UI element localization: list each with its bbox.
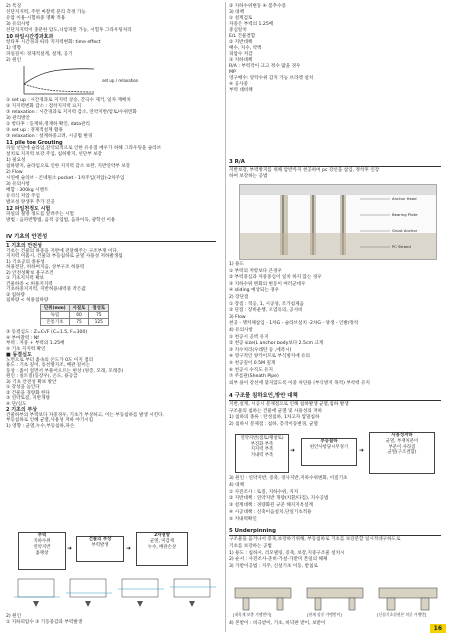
text-line: 3) 원인 : 연약지반, 증축, 경사지반,지하수위변화, 이질기초	[229, 476, 348, 481]
text-line: ③ 지하수위 변화의 변동이 여러군데우	[229, 281, 306, 287]
text-line: 1) 필요성	[6, 158, 26, 163]
text-line: ③ relaxation : 시간경과로 지지력 감소, 연약지반/암토/수위면화	[6, 110, 137, 115]
text-line: ① 부력의 저항보다 큰경우	[229, 268, 282, 274]
text-line: ② 지지력변화 감소 : 점착지지력 요지	[6, 104, 82, 109]
text-line: 2) 원인	[6, 614, 22, 619]
table-header: 점성토	[89, 305, 109, 312]
text-line: 허용전단, 허하여지음, 상부구조 허용력	[6, 265, 85, 270]
text-line: ③ 연약토질, 지반개량	[6, 396, 51, 401]
column-divider	[225, 2, 226, 632]
text-line: 하여 보강하는 공법	[229, 174, 268, 179]
text-line: 부등침하로 인해 균열,사용성 저하 야기시킴	[6, 418, 94, 423]
text-line: ⑤ 지내력확인	[229, 516, 257, 522]
text-line: 유석식 저압 주입	[6, 194, 40, 199]
section-rule	[6, 241, 216, 242]
text-line: 11 pile toe Grouting	[6, 140, 63, 146]
text-line: 침하량 < 허용침하량	[6, 298, 49, 303]
text-line: 배합 : 300kg 시멘트	[6, 188, 49, 193]
text-line: 2) 순서 : 사전조사-준비-가설-가받미 본일의 해체	[229, 557, 328, 563]
flow-box-cause: 부력 지하수위 연약지반 흙팽창	[18, 532, 66, 570]
text-line: 설치로 지지력 보강 주입, 침하방지, 선단부 보강	[6, 152, 102, 157]
flow-box-effect: 건물의 부상 부력발생	[76, 536, 124, 562]
buoyancy-figures	[14, 573, 218, 611]
text-line: ③ relaxation : 설계하중고려, 시공법 변경	[6, 134, 93, 139]
graph-label: set up / relaxation	[102, 78, 139, 83]
table-cell: 125	[89, 319, 109, 326]
underpinning-figures	[231, 584, 443, 612]
flow-box-cause: 연약지반(점토/팽창토) 부진화 부족 지지력 부족 지내력 부족	[235, 434, 289, 473]
text-line: ④ 시공대책 : 신축이음설치,단일기초적용	[229, 510, 312, 515]
text-line: 1) 영향 : 균열,누수,부등침하,파손	[6, 423, 75, 429]
text-line: ② 지반대책	[229, 40, 253, 45]
text-line: 파일의 철방 정도를 알려주는 시험	[6, 212, 74, 217]
text-line: 3) 대책	[229, 10, 245, 15]
text-line: 1) 영향	[6, 46, 22, 51]
text-line: 2 기초의 부상	[6, 407, 38, 413]
text-line: 2) 안전성확보 용구조건	[6, 270, 54, 276]
text-line: ① 사전조사 : 토질, 지하수위, 지지	[229, 489, 299, 495]
text-line: ② 건물을 경량화 한다	[6, 390, 51, 396]
text-line: ② 부력중심과 자중중심이 일치 하지 않는 경우	[229, 275, 322, 281]
text-line: 노면으로 부터 흙속의 온도가 0도 이지 점의	[6, 357, 94, 363]
section-rule	[229, 400, 441, 401]
text-line: ② 지반대책 : 연약지반 개량(치환/다짐), 지수공법	[229, 496, 329, 502]
figure-label: PC Strand	[392, 244, 411, 249]
text-line: ① set up : 시간경과로 지지력 상승, 간극수 제거, 일자 재배치	[6, 98, 131, 103]
text-line: ④ sliding 예상되는 경우	[229, 288, 280, 294]
text-line: 파일길이: 경제적설계, 설계, 공기	[6, 52, 73, 57]
table-cell: 60	[69, 312, 89, 319]
text-line: 지반,설계, 시공시 문제점으로 인해 침하발생 균열,침하 발생	[229, 402, 349, 407]
text-line: 1) 침하의 종류 : 탄성침하, 1차고자 압밀침하	[229, 415, 320, 421]
text-line: ③ 지수처리(우레탄 등 ,에폭시)	[229, 347, 292, 353]
text-line: 방법 : 음파반향법, 음적 공업법, 음파이득, 광학선 이용	[6, 218, 116, 223]
arrow-icon: ➜	[290, 447, 296, 454]
text-line: 부력 : 자중 + 부력의 1.25배	[6, 341, 65, 346]
text-line: 선단지지력이 충분한 암도,니암파만 가능, 시험후 그라우팅처리	[6, 28, 132, 33]
arrow-icon: ➜	[359, 447, 365, 454]
text-line: 동상 : 흙이 얼면서 부풀어오르는 현상 (빙층, 모래, 모래층)	[6, 368, 124, 374]
table-cell: 온통기초	[41, 319, 70, 326]
text-line: ④ 부마찰력 : Nf	[6, 335, 39, 341]
table-header: 사질토	[69, 305, 89, 312]
text-line: 선단지지력, 주면 마찰력 분리 측정 가능	[6, 10, 86, 15]
text-line: 피압수 저감	[229, 52, 253, 57]
last-line: 4) 본받이 : 비극받이, 기초, 바닥판 받이, 보받이	[229, 621, 326, 626]
text-line: 발포성 양생후 추가 진공	[6, 200, 55, 205]
section-rule	[229, 166, 441, 167]
flow-box-result: 2차영향 균열, 미감재 누수, 배관손상	[136, 532, 188, 566]
text-line: ⑤ 기초 지지력 확인	[6, 346, 46, 352]
text-line: 3) 유의사항	[6, 22, 30, 27]
text-line: E/L 건물결합	[229, 34, 256, 39]
table-cell: 독립	[41, 312, 70, 319]
text-line: 3) 기초 안전성 확보 방안	[6, 379, 57, 385]
text-line: ③ 지하대책	[229, 58, 253, 63]
text-line: 3) 가받이공법 : 지주, 신설기초 이동, 받침로	[229, 564, 318, 570]
text-line: 10 파일시간경과효과	[6, 34, 54, 40]
section-4-title: IV 기초의 안전성	[6, 234, 48, 240]
text-line: ■ 동결심도	[6, 352, 32, 358]
section-rule	[229, 535, 441, 536]
text-line: R/A : 부력작이 크고 정수 많을 경우	[229, 64, 301, 69]
text-line: ⑦ 주름관(Sheath Pipe)	[229, 374, 279, 380]
text-line: 3) 유의사항	[6, 182, 30, 187]
underpinning-title: 5 Underpinning	[229, 528, 276, 534]
text-line: 영구배수: 앙탁수위 감지 가능 브라켓 설치	[229, 76, 314, 81]
text-line: ④ 영구적인 양카이므로 부식방지에 유의	[229, 354, 310, 360]
text-line: 기초하중지지력, 지반허용내력중 작은값	[6, 287, 86, 292]
text-line: 파일 선단에 슬라임,잔석퇴적으로 인한 유유점 예우가 하해 그라우팅을 슬라브	[6, 146, 162, 151]
text-line: 2) 침하시 문제점 : 침하, 층격이동변경, 균열	[229, 421, 318, 427]
figure-caption: [내목재 보충 가맹받이]	[233, 612, 272, 617]
text-line: ① 강성을 높인다	[6, 385, 40, 390]
table-header: 단위(mm)	[41, 305, 70, 312]
text-line: 침하방지, 슬라임으로 인한 지지력 감소 보완, 지반연약부 보강	[6, 164, 131, 169]
text-line: 건물하부의 부력보다 자중경우, 기초가 부상하고, 이는 부등침하를 발생 시킨다.	[6, 412, 165, 418]
rock-anchor-figure	[239, 184, 437, 260]
text-line: ④ 단/심도	[6, 401, 27, 407]
text-line: 유압 이용-시험하중 명확 적용	[6, 16, 66, 21]
text-line: ③ 동결심도 : Z=C√F (C=1.5, F=300)	[6, 330, 88, 335]
text-line: ⑥ 천공시 수직도 유지	[229, 367, 274, 373]
text-line: 1) 기초공의 종류성	[6, 259, 45, 265]
text-line: 지반보강, 부력방지를 위해 암반까지 천공하여 pc 강선을 삽입, 정착후 인장	[229, 168, 380, 173]
text-line: ② 지하수위변동 ④ 봄추수증	[229, 4, 286, 9]
text-line: 지지력 미흡시, 건물의 부등침하로 균열 사용성 저하발생됨	[6, 254, 123, 259]
text-line: 4) 대책	[229, 482, 245, 488]
text-line: 배수, 지수, 약액	[229, 46, 262, 51]
text-line: 2) 원인	[6, 58, 22, 63]
text-line: 2) 특징	[6, 4, 22, 9]
text-line: ② 천공 size(L anchor body보다 2.5cm 크게	[229, 341, 324, 347]
text-line: ① 설계검토	[229, 16, 253, 21]
arrow-icon: ➜	[126, 545, 132, 552]
text-line: 천공 - 앵커체삽입 - 1차G - 슬라브설치 -2차G - 양생 - 인발/정착	[229, 321, 359, 327]
text-line: 용도 : 기초 깊이, 동선방지조, 배관 깊이는	[6, 363, 91, 368]
text-line: 구조물을 움거나서 증축,보강하기위해, 부등침하로 기초를 보강분할 일시적대구하도로	[229, 537, 401, 542]
text-line: 원인 : 실트질(동장우), 온도, 용공급	[6, 374, 78, 379]
text-line: ④ 공사중	[229, 82, 248, 87]
arrow-icon: ➜	[67, 545, 73, 552]
figure-label: Anchor Head	[392, 196, 417, 201]
text-line: ① 항타후 : 동재하,정재하 확인, data관리	[6, 122, 90, 127]
figure-caption: [현재 강중 가맹받이]	[307, 612, 342, 617]
table-cell: 75	[69, 319, 89, 326]
text-line: ① 장점 : 적응, 1, 시공성, 조가침제음	[229, 301, 304, 307]
text-line: 중심알치	[229, 28, 247, 33]
flow-box-effect: 부등침하 편안사항당시무경기	[301, 438, 357, 466]
table-cell: 75	[89, 312, 109, 319]
text-line: ③ 설계대책 : 경량화된 규준 해지지옥설계	[229, 503, 313, 509]
text-line: 2) 장단점	[229, 295, 249, 300]
text-line: 12 파일천정도 시험	[6, 206, 51, 212]
settlement-table	[40, 304, 109, 326]
text-line: 건물하중 < 허용지지력	[6, 281, 53, 287]
table-row	[41, 319, 109, 326]
text-line: 항타후 시간경과 따라 지지력변화: time effect	[6, 40, 101, 45]
text-line: ② 단점 : 장비운행, 오염유의, 공사비	[229, 308, 303, 314]
text-line: 구조물의 침하는 건물에 균열 및 사용성의 저하	[229, 408, 323, 414]
text-line: ② 침하량	[6, 292, 25, 298]
text-line: 기초를 보강하는 공법	[229, 543, 272, 549]
text-line: 1) 용도 : 침하시, 리모델링, 증축, 보강,지중구조물 설치시	[229, 550, 345, 556]
text-line: 4) 유의사항	[229, 328, 253, 333]
time-effect-graph	[20, 64, 98, 98]
text-line: 2) Flow	[6, 170, 23, 175]
page-number: 16	[430, 624, 446, 633]
table-row	[41, 312, 109, 319]
figure-label: Grout Anchor	[392, 228, 418, 233]
text-line: ① 천공시 공벽 유지	[229, 334, 269, 340]
text-line: ① 기초지지력 확보	[6, 276, 45, 281]
figure-caption: [신설기초설현본 치중 가맹받]	[377, 612, 427, 617]
text-line: ① 지하피압수 ③ 기동중감과 부력발생	[6, 620, 83, 625]
text-line: 시연에 슬라브 - 콘네원소 pocket - 1차주입(저압)-2차주입	[6, 176, 125, 181]
text-line: 3) Flow	[229, 314, 246, 320]
text-line: 외부 용이 강선에 닿지않도록 이중 차단용 (부식방지 목적) 부착력 유지	[229, 380, 370, 386]
text-line: 1) 용도	[229, 262, 245, 267]
text-line: 자중은 부력의 1.25배	[229, 22, 274, 27]
text-line: ⑤ 천공깊이 0.5M 깊게	[229, 361, 276, 366]
ra-title: 3 R/A	[229, 159, 245, 165]
flow-box-result: 사용성저하 균열, 부재처분이 부분이 사라짐 균열(구조결함)	[369, 432, 435, 474]
figure-label: Bearing Plate	[392, 212, 418, 217]
section-4-title: 4 구조물 침하요인,방안 대책	[229, 393, 298, 399]
text-line: 부력 대비책	[229, 88, 253, 93]
text-line: 1 기초의 안전성	[6, 243, 42, 249]
text-line: ② set up : 경제적설계 활용	[6, 128, 63, 133]
text-line: 기초는 건물의 하중을 지반에 전달해주는 구조부재 이다.	[6, 248, 119, 254]
text-line: MP	[229, 70, 236, 75]
text-line: 3) 관리방안	[6, 116, 30, 121]
